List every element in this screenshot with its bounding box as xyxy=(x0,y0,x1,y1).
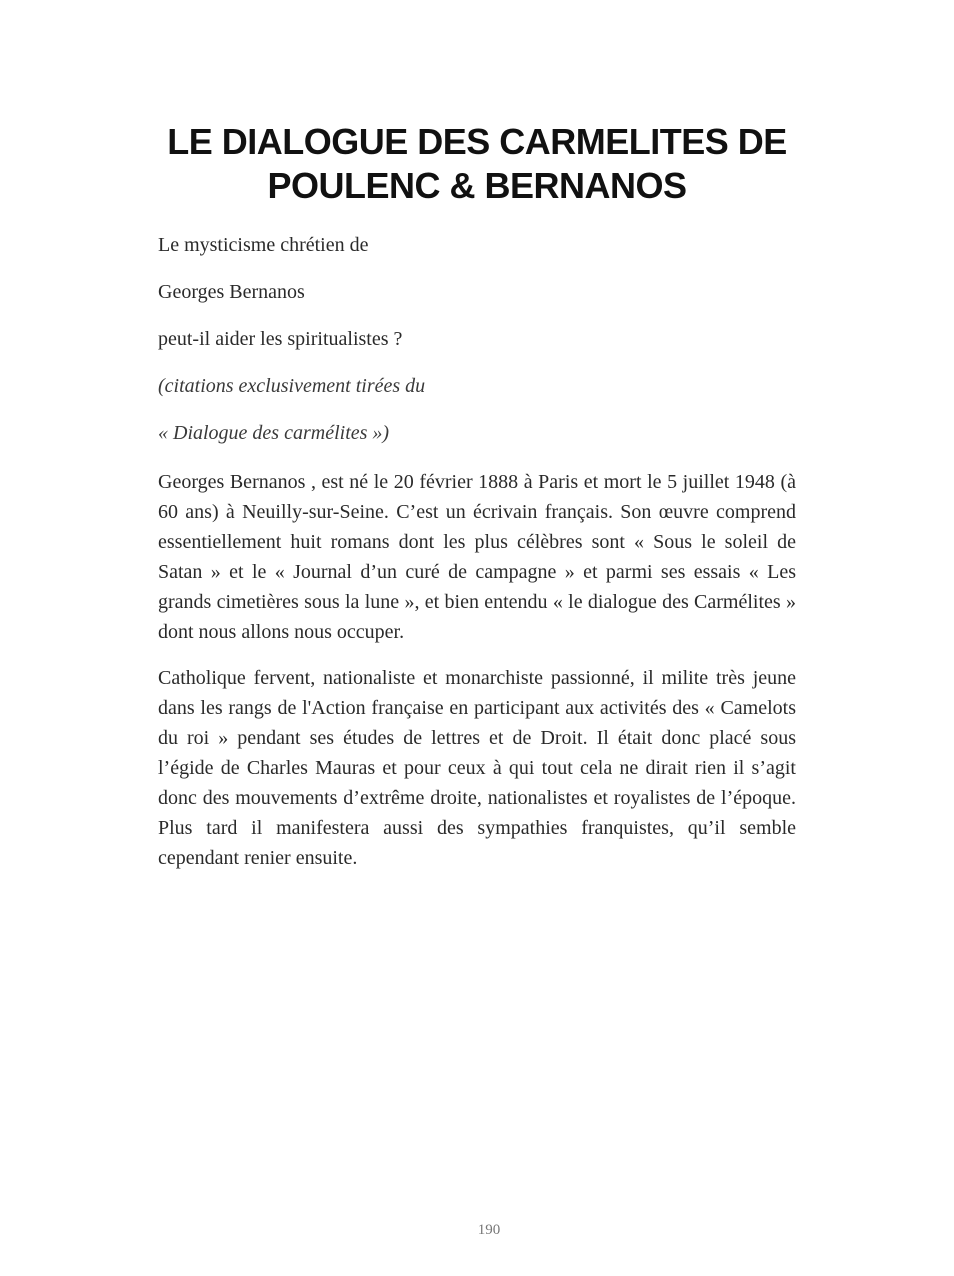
intro-line-2: Georges Bernanos xyxy=(158,281,305,303)
paragraph-politics: Catholique fervent, nationaliste et monarchiste passionné, il milite très jeune dans les rangs de l'Action française en participant aux activités des « Camelots du roi » pendant ses études de lettres et de Droit. Il était donc placé sous l’égide de Charles Mauras et pour ceux à qui tout cela ne dirait rien il s’agit donc des mouvements d’extrême droite, nationalistes et royalistes de l’époque. Plus tard il manifestera aussi des sympathies franquistes, qu’il semble cependant renier ensuite. xyxy=(158,667,796,869)
intro-line-3: peut-il aider les spiritualistes ? xyxy=(158,328,403,350)
intro-line-1: Le mysticisme chrétien de xyxy=(158,234,369,256)
intro-line-5: « Dialogue des carmélites ») xyxy=(158,422,390,444)
intro-line-4: (citations exclusivement tirées du xyxy=(158,375,426,397)
page-title-line-2: POULENC & BERNANOS xyxy=(267,165,687,206)
document-body xyxy=(158,232,796,889)
paragraph-biography: Georges Bernanos , est né le 20 février 1888 à Paris et mort le 5 juillet 1948 (à 60 ans) à Neuilly-sur-Seine. C’est un écrivain français. Son œuvre comprend essentiellement huit romans dont les plus célèbres sont « Sous le soleil de Satan » et le « Journal d’un curé de campagne » et parmi ses essais « Les grands cimetières sous la lune », et bien entendu « le dialogue des Carmélites » dont nous allons nous occuper. xyxy=(158,471,796,643)
page-title xyxy=(120,120,834,208)
page-title-line-1: LE DIALOGUE DES CARMELITES DE xyxy=(167,121,787,162)
page-number: 190 xyxy=(477,1222,501,1238)
